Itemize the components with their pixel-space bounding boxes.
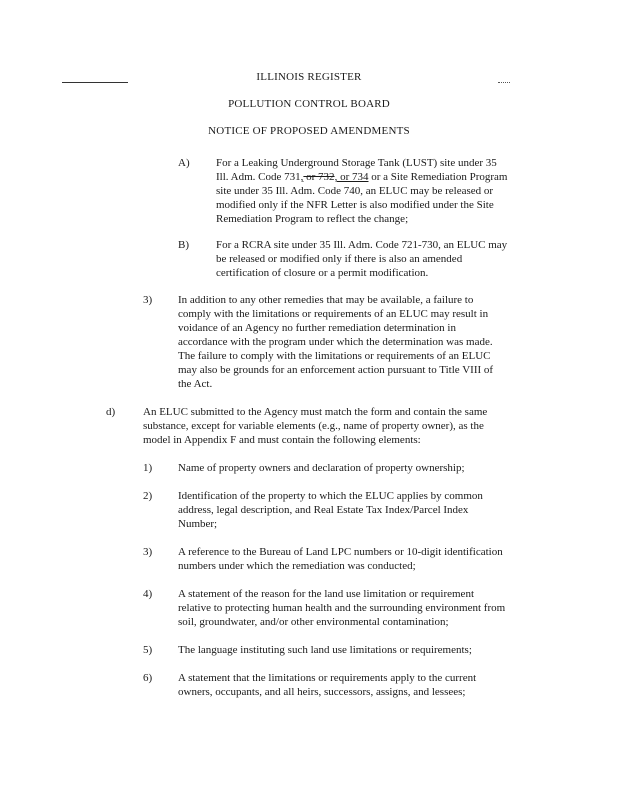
element-4-line: relative to protecting human health and the surrounding environment from	[178, 602, 506, 614]
element-4-line: soil, groundwater, and/or other environmental contamination;	[178, 616, 449, 628]
item-d-line: An ELUC submitted to the Agency must match the form and contain the same	[143, 406, 488, 418]
item-d-line: substance, except for variable elements (e.g., name of property owner), as the	[143, 420, 484, 432]
item-3-line: The failure to comply with the limitations or requirements of an ELUC	[178, 350, 491, 362]
item-a-line: Ill. Adm. Code 731, or 732, or 734 or a Site Remediation Program	[216, 171, 508, 183]
element-2-text	[178, 489, 483, 531]
item-3-text	[178, 293, 493, 391]
item-d-line: model in Appendix F and must contain the following elements:	[143, 434, 421, 446]
item-a-line: For a Leaking Underground Storage Tank (LUST) site under 35	[216, 157, 497, 169]
board-title: POLLUTION CONTROL BOARD	[228, 98, 390, 110]
item-3-label: 3)	[143, 294, 153, 306]
element-3-text	[178, 545, 503, 573]
element-1-label: 1)	[143, 462, 153, 474]
element-5-line: The language instituting such land use limitations or requirements;	[178, 644, 472, 656]
item-a-label: A)	[178, 157, 190, 169]
item-a-text	[216, 156, 507, 226]
element-5-label: 5)	[143, 644, 153, 656]
item-d-label: d)	[106, 406, 116, 418]
item-b-text	[216, 238, 507, 280]
element-1-line: Name of property owners and declaration of property ownership;	[178, 462, 465, 474]
element-6-line: owners, occupants, and all heirs, successors, assigns, and lessees;	[178, 686, 466, 698]
element-5-text	[178, 643, 472, 657]
element-2-line: address, legal description, and Real Estate Tax Index/Parcel Index	[178, 504, 469, 516]
element-3-line: A reference to the Bureau of Land LPC numbers or 10-digit identification	[178, 546, 503, 558]
element-3-line: numbers under which the remediation was conducted;	[178, 560, 416, 572]
item-b-line: For a RCRA site under 35 Ill. Adm. Code 721-730, an ELUC may	[216, 239, 508, 251]
element-1-text	[178, 461, 465, 475]
element-4-label: 4)	[143, 588, 153, 600]
item-a-line: modified only if the NFR Letter is also modified under the Site	[216, 199, 494, 211]
item-3-line: comply with the limitations or requirements of an ELUC may result in	[178, 308, 489, 320]
notice-title: NOTICE OF PROPOSED AMENDMENTS	[208, 125, 410, 137]
item-a-line: Remediation Program to reflect the change;	[216, 213, 409, 225]
item-d-text	[143, 405, 487, 447]
element-4-line: A statement of the reason for the land use limitation or requirement	[178, 588, 474, 600]
item-b-line: be released or modified only if there is also an amended	[216, 253, 463, 265]
element-4-text	[178, 587, 505, 629]
element-2-label: 2)	[143, 490, 153, 502]
item-3-line: the Act.	[178, 378, 213, 390]
element-6-label: 6)	[143, 672, 153, 684]
element-3-label: 3)	[143, 546, 153, 558]
register-title: ILLINOIS REGISTER	[256, 71, 362, 83]
element-2-line: Identification of the property to which the ELUC applies by common	[178, 490, 483, 502]
item-3-line: accordance with the program under which the determination was made.	[178, 336, 493, 348]
item-3-line: voidance of an Agency no further remediation determination in	[178, 322, 456, 334]
item-3-line: In addition to any other remedies that may be available, a failure to	[178, 294, 474, 306]
item-b-line: certification of closure or a permit modification.	[216, 267, 429, 279]
item-3-line: may also be grounds for an enforcement action pursuant to Title VIII of	[178, 364, 494, 376]
element-6-text	[178, 671, 476, 699]
element-2-line: Number;	[178, 518, 218, 530]
element-6-line: A statement that the limitations or requirements apply to the current	[178, 672, 477, 684]
item-a-line: site under 35 Ill. Adm. Code 740, an ELUC may be released or	[216, 185, 494, 197]
item-b-label: B)	[178, 239, 189, 251]
